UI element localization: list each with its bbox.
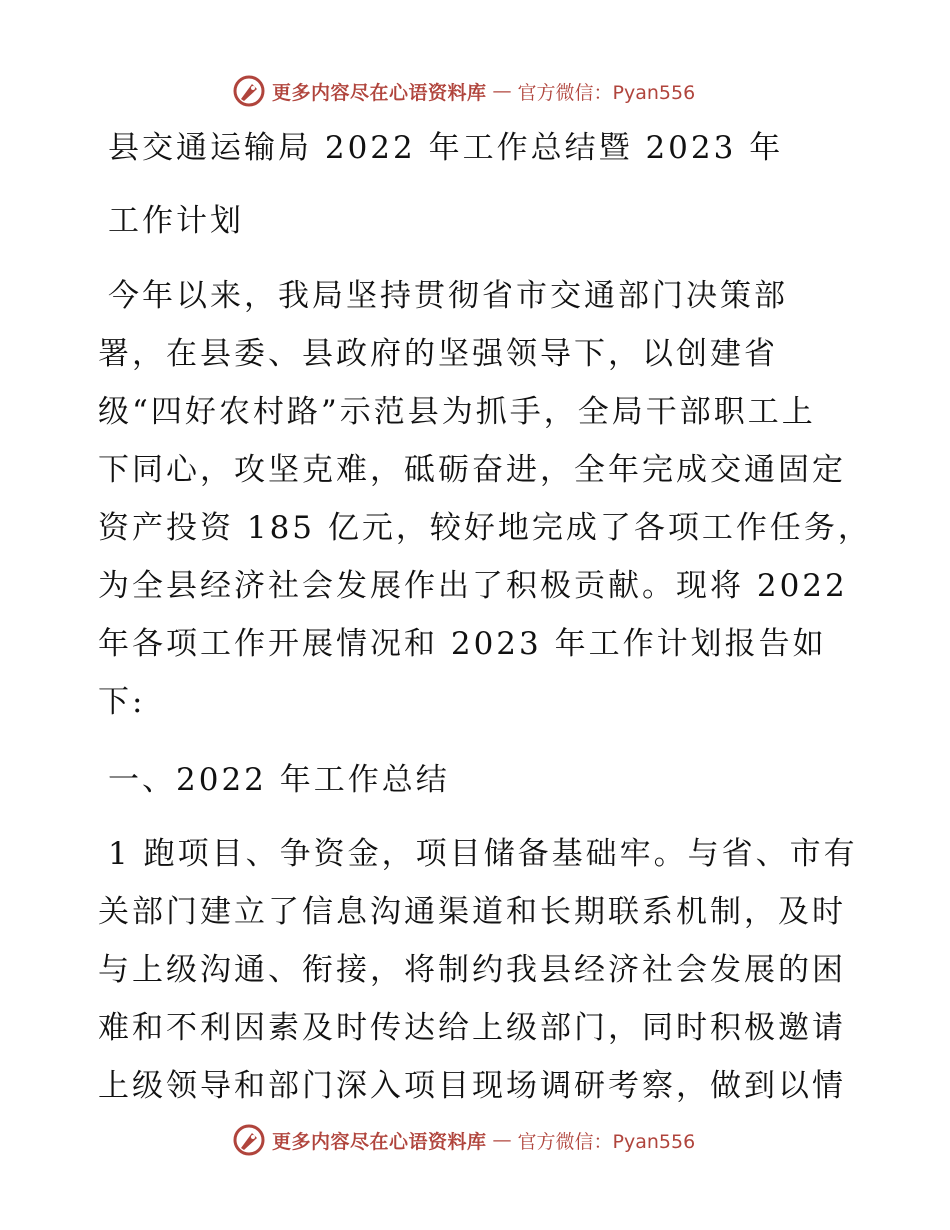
watermark-contact: 官方微信：Pyan556 [517, 1130, 696, 1153]
intro-line: 署，在县委、县政府的坚强领导下，以创建省 [98, 336, 778, 372]
document-title-line-2: 工作计划 [108, 203, 244, 239]
item-line: 上级领导和部门深入项目现场调研考察，做到以情 [98, 1068, 846, 1104]
watermark-text: 更多内容尽在心语资料库 [272, 81, 487, 104]
item-line: 难和不利因素及时传达给上级部门，同时积极邀请 [98, 1010, 846, 1046]
intro-line: 下: [98, 684, 146, 720]
watermark-banner-bottom [232, 1120, 695, 1160]
watermark-banner-top [232, 71, 695, 111]
pen-nib-logo-icon [232, 1123, 266, 1157]
watermark-separator: — [492, 1129, 512, 1151]
document-title-line-1: 县交通运输局 2022 年工作总结暨 2023 年 [108, 130, 784, 166]
item-line: 关部门建立了信息沟通渠道和长期联系机制，及时 [98, 894, 846, 930]
watermark-separator: — [492, 80, 512, 102]
item-line: 与上级沟通、衔接，将制约我县经济社会发展的困 [98, 952, 846, 988]
intro-line: 资产投资 185 亿元，较好地完成了各项工作任务， [98, 510, 872, 546]
intro-line: 级“四好农村路”示范县为抓手，全局干部职工上 [98, 394, 816, 430]
item-line: 1 跑项目、争资金，项目储备基础牢。与省、市有 [108, 836, 858, 872]
intro-line: 下同心，攻坚克难，砥砺奋进，全年完成交通固定 [98, 452, 846, 488]
watermark-contact: 官方微信：Pyan556 [517, 81, 696, 104]
pen-nib-logo-icon [232, 74, 266, 108]
section-heading: 一、2022 年工作总结 [108, 762, 450, 798]
intro-line: 为全县经济社会发展作出了积极贡献。现将 2022 [98, 568, 848, 604]
intro-line: 今年以来，我局坚持贯彻省市交通部门决策部 [108, 278, 788, 314]
intro-line: 年各项工作开展情况和 2023 年工作计划报告如 [98, 626, 827, 662]
watermark-text: 更多内容尽在心语资料库 [272, 1130, 487, 1153]
